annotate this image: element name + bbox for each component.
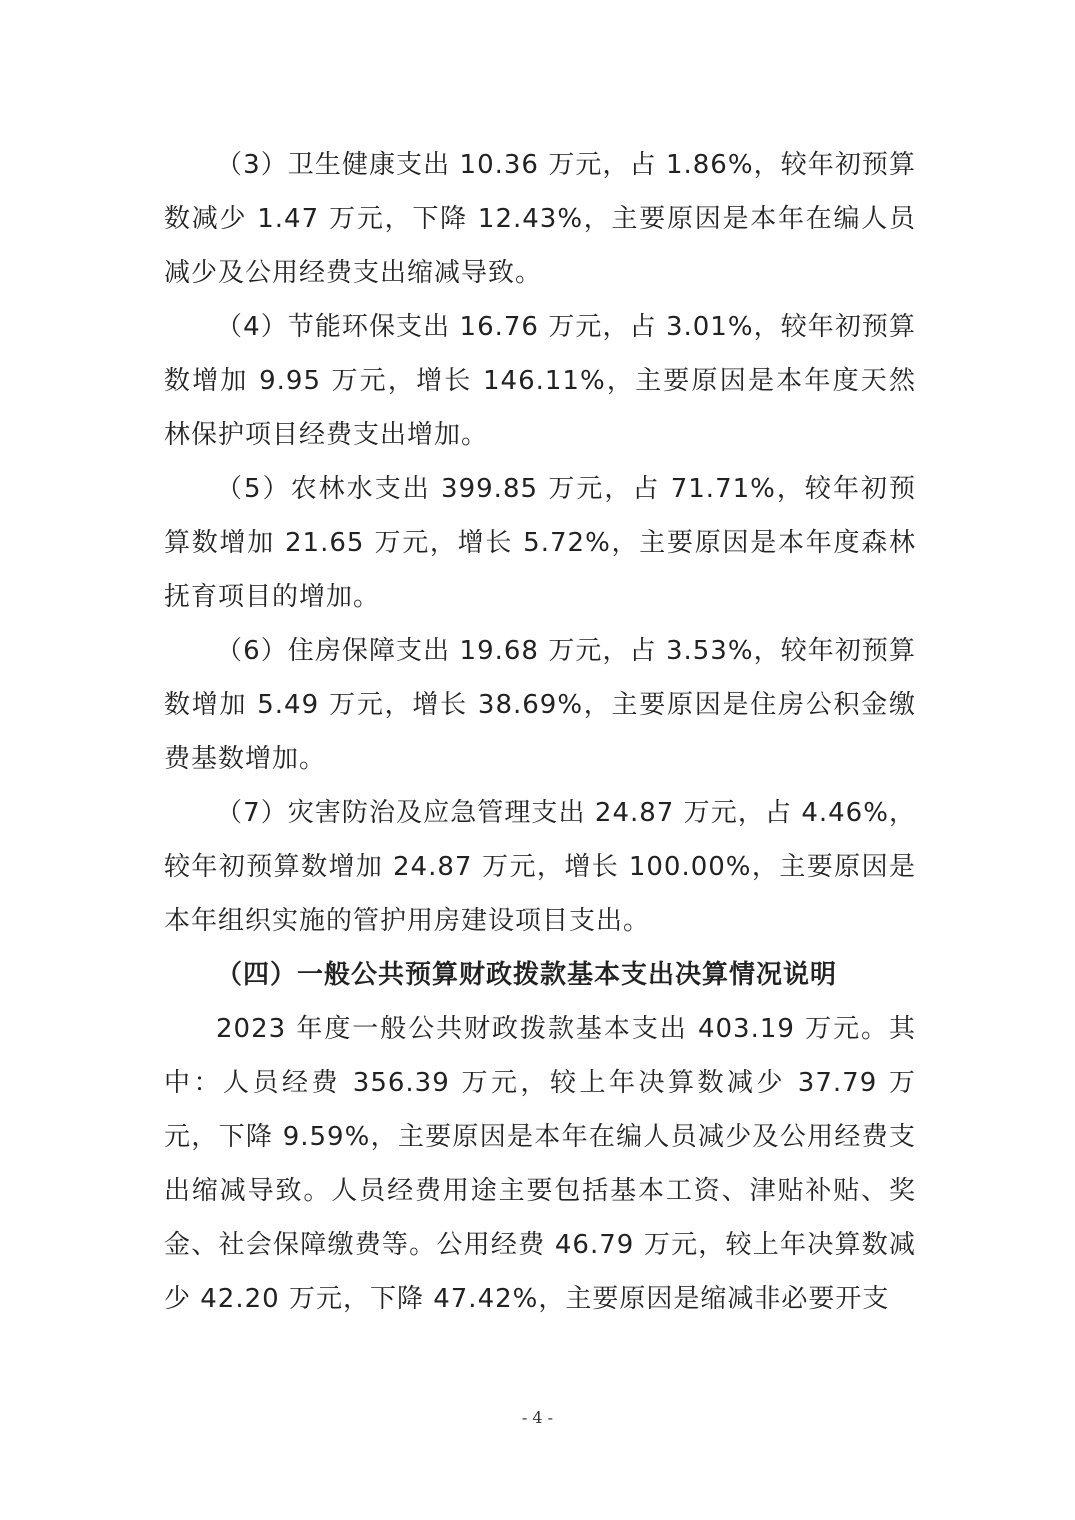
document-body bbox=[164, 138, 916, 1326]
paragraph-health-expenditure: （3）卫生健康支出 10.36 万元，占 1.86%，较年初预算数减少 1.47 万元，下降 12.43%，主要原因是本年在编人员减少及公用经费支出缩减导致。 bbox=[164, 150, 916, 288]
paragraph-environment-expenditure: （4）节能环保支出 16.76 万元，占 3.01%，较年初预算数增加 9.95 万元，增长 146.11%，主要原因是本年度天然林保护项目经费支出增加。 bbox=[164, 312, 916, 450]
paragraph-basic-expenditure: 2023 年度一般公共财政拨款基本支出 403.19 万元。其中：人员经费 356.39 万元，较上年决算数减少 37.79 万元，下降 9.59%，主要原因是本年在编人员减少及公用经费支出缩减导致。人员经费用途主要包括基本工资、津贴补贴、奖金、社会保障缴费等。公用经费 46.79 万元，较上年决算数减少 42.20 万元，下降 47.42%，主要原因是缩减非必要开支 bbox=[164, 1014, 916, 1314]
page-number: - 4 - bbox=[521, 1408, 554, 1427]
paragraph-housing-expenditure: （6）住房保障支出 19.68 万元，占 3.53%，较年初预算数增加 5.49 万元，增长 38.69%，主要原因是住房公积金缴费基数增加。 bbox=[164, 636, 916, 774]
paragraph-disaster-expenditure: （7）灾害防治及应急管理支出 24.87 万元，占 4.46%，较年初预算数增加 24.87 万元，增长 100.00%，主要原因是本年组织实施的管护用房建设项目支出。 bbox=[164, 798, 916, 936]
section-heading: （四）一般公共预算财政拨款基本支出决算情况说明 bbox=[216, 960, 838, 990]
paragraph-agriculture-expenditure: （5）农林水支出 399.85 万元，占 71.71%，较年初预算数增加 21.65 万元，增长 5.72%，主要原因是本年度森林抚育项目的增加。 bbox=[164, 474, 916, 612]
